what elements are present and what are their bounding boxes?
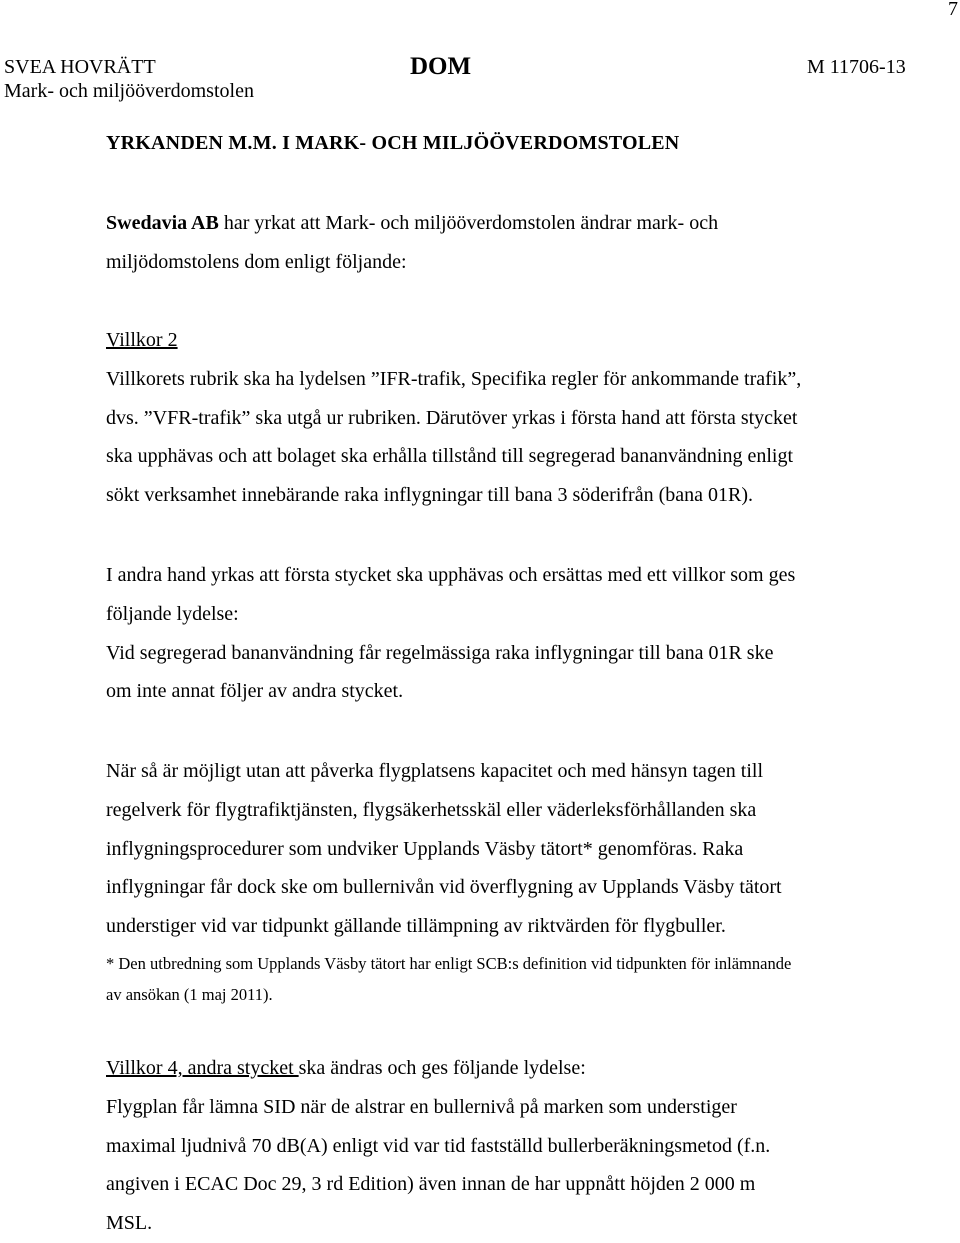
footnote — [106, 948, 791, 1010]
case-number: M 11706-13 — [807, 56, 906, 78]
third-para-line: inflygningsprocedurer som undviker Upplands Väsby tätort* genomföras. Raka — [106, 837, 744, 860]
villkor-4-heading: Villkor 4, andra stycket — [106, 1057, 299, 1079]
court-subdivision: Mark- och miljööverdomstolen — [4, 80, 254, 102]
villkor-2-heading: Villkor 2 — [106, 329, 178, 351]
document-type: DOM — [410, 53, 472, 80]
second-claim-line: följande lydelse: — [106, 602, 239, 625]
swedavia-claim-paragraph — [106, 204, 718, 282]
third-para-line: regelverk för flygtrafiktjänsten, flygsäkerhetsskäl eller väderleksförhållanden ska — [106, 798, 757, 821]
third-paragraph — [106, 752, 782, 946]
villkor-2-line: sökt verksamhet innebärande raka inflygningar till bana 3 söderifrån (bana 01R). — [106, 484, 754, 507]
villkor-4-line: Flygplan får lämna SID när de alstrar en bullernivå på marken som understiger — [106, 1095, 737, 1118]
third-para-line: När så är möjligt utan att påverka flygplatsens kapacitet och med hänsyn tagen till — [106, 760, 764, 782]
page-number: 7 — [948, 0, 958, 20]
villkor-2-line: Villkorets rubrik ska ha lydelsen ”IFR-trafik, Specifika regler för ankommande trafik”, — [106, 367, 802, 390]
second-claim-line: Vid segregerad bananvändning får regelmässiga raka inflygningar till bana 01R ske — [106, 641, 774, 664]
villkor-2-line: ska upphävas och att bolaget ska erhålla tillstånd till segregerad bananvändning enligt — [106, 445, 794, 468]
footnote-line: av ansökan (1 maj 2011). — [106, 985, 273, 1004]
second-claim-line: I andra hand yrkas att första stycket ska upphävas och ersättas med ett villkor som ges — [106, 564, 796, 586]
second-claim-paragraph — [106, 556, 795, 711]
section-heading: YRKANDEN M.M. I MARK- OCH MILJÖÖVERDOMSTOLEN — [106, 132, 680, 154]
court-name: SVEA HOVRÄTT — [4, 56, 156, 78]
villkor-4-heading-line: Villkor 4, andra stycket ska ändras och ges följande lydelse: — [106, 1057, 586, 1079]
villkor-4-line: angiven i ECAC Doc 29, 3 rd Edition) även innan de har uppnått höjden 2 000 m — [106, 1173, 756, 1196]
villkor-2-section — [106, 321, 801, 515]
villkor-4-section — [106, 1049, 770, 1243]
villkor-2-line: dvs. ”VFR-trafik” ska utgå ur rubriken. Därutöver yrkas i första hand att första stycket — [106, 406, 798, 429]
swedavia-line-2: miljödomstolens dom enligt följande: — [106, 250, 407, 273]
third-para-line: inflygningar får dock ske om bullernivån vid överflygning av Upplands Väsby tätort — [106, 876, 782, 899]
second-claim-line: om inte annat följer av andra stycket. — [106, 680, 404, 703]
footnote-line: * Den utbredning som Upplands Väsby tätort har enligt SCB:s definition vid tidpunkten för inlämnande — [106, 954, 792, 973]
swedavia-line-1: Swedavia AB har yrkat att Mark- och miljööverdomstolen ändrar mark- och — [106, 212, 719, 234]
party-name: Swedavia AB — [106, 212, 219, 234]
villkor-4-line: MSL. — [106, 1212, 153, 1235]
villkor-4-line: maximal ljudnivå 70 dB(A) enligt vid var tid fastställd bullerberäkningsmetod (f.n. — [106, 1134, 771, 1157]
third-para-line: understiger vid var tidpunkt gällande tillämpning av riktvärden för flygbuller. — [106, 915, 726, 938]
